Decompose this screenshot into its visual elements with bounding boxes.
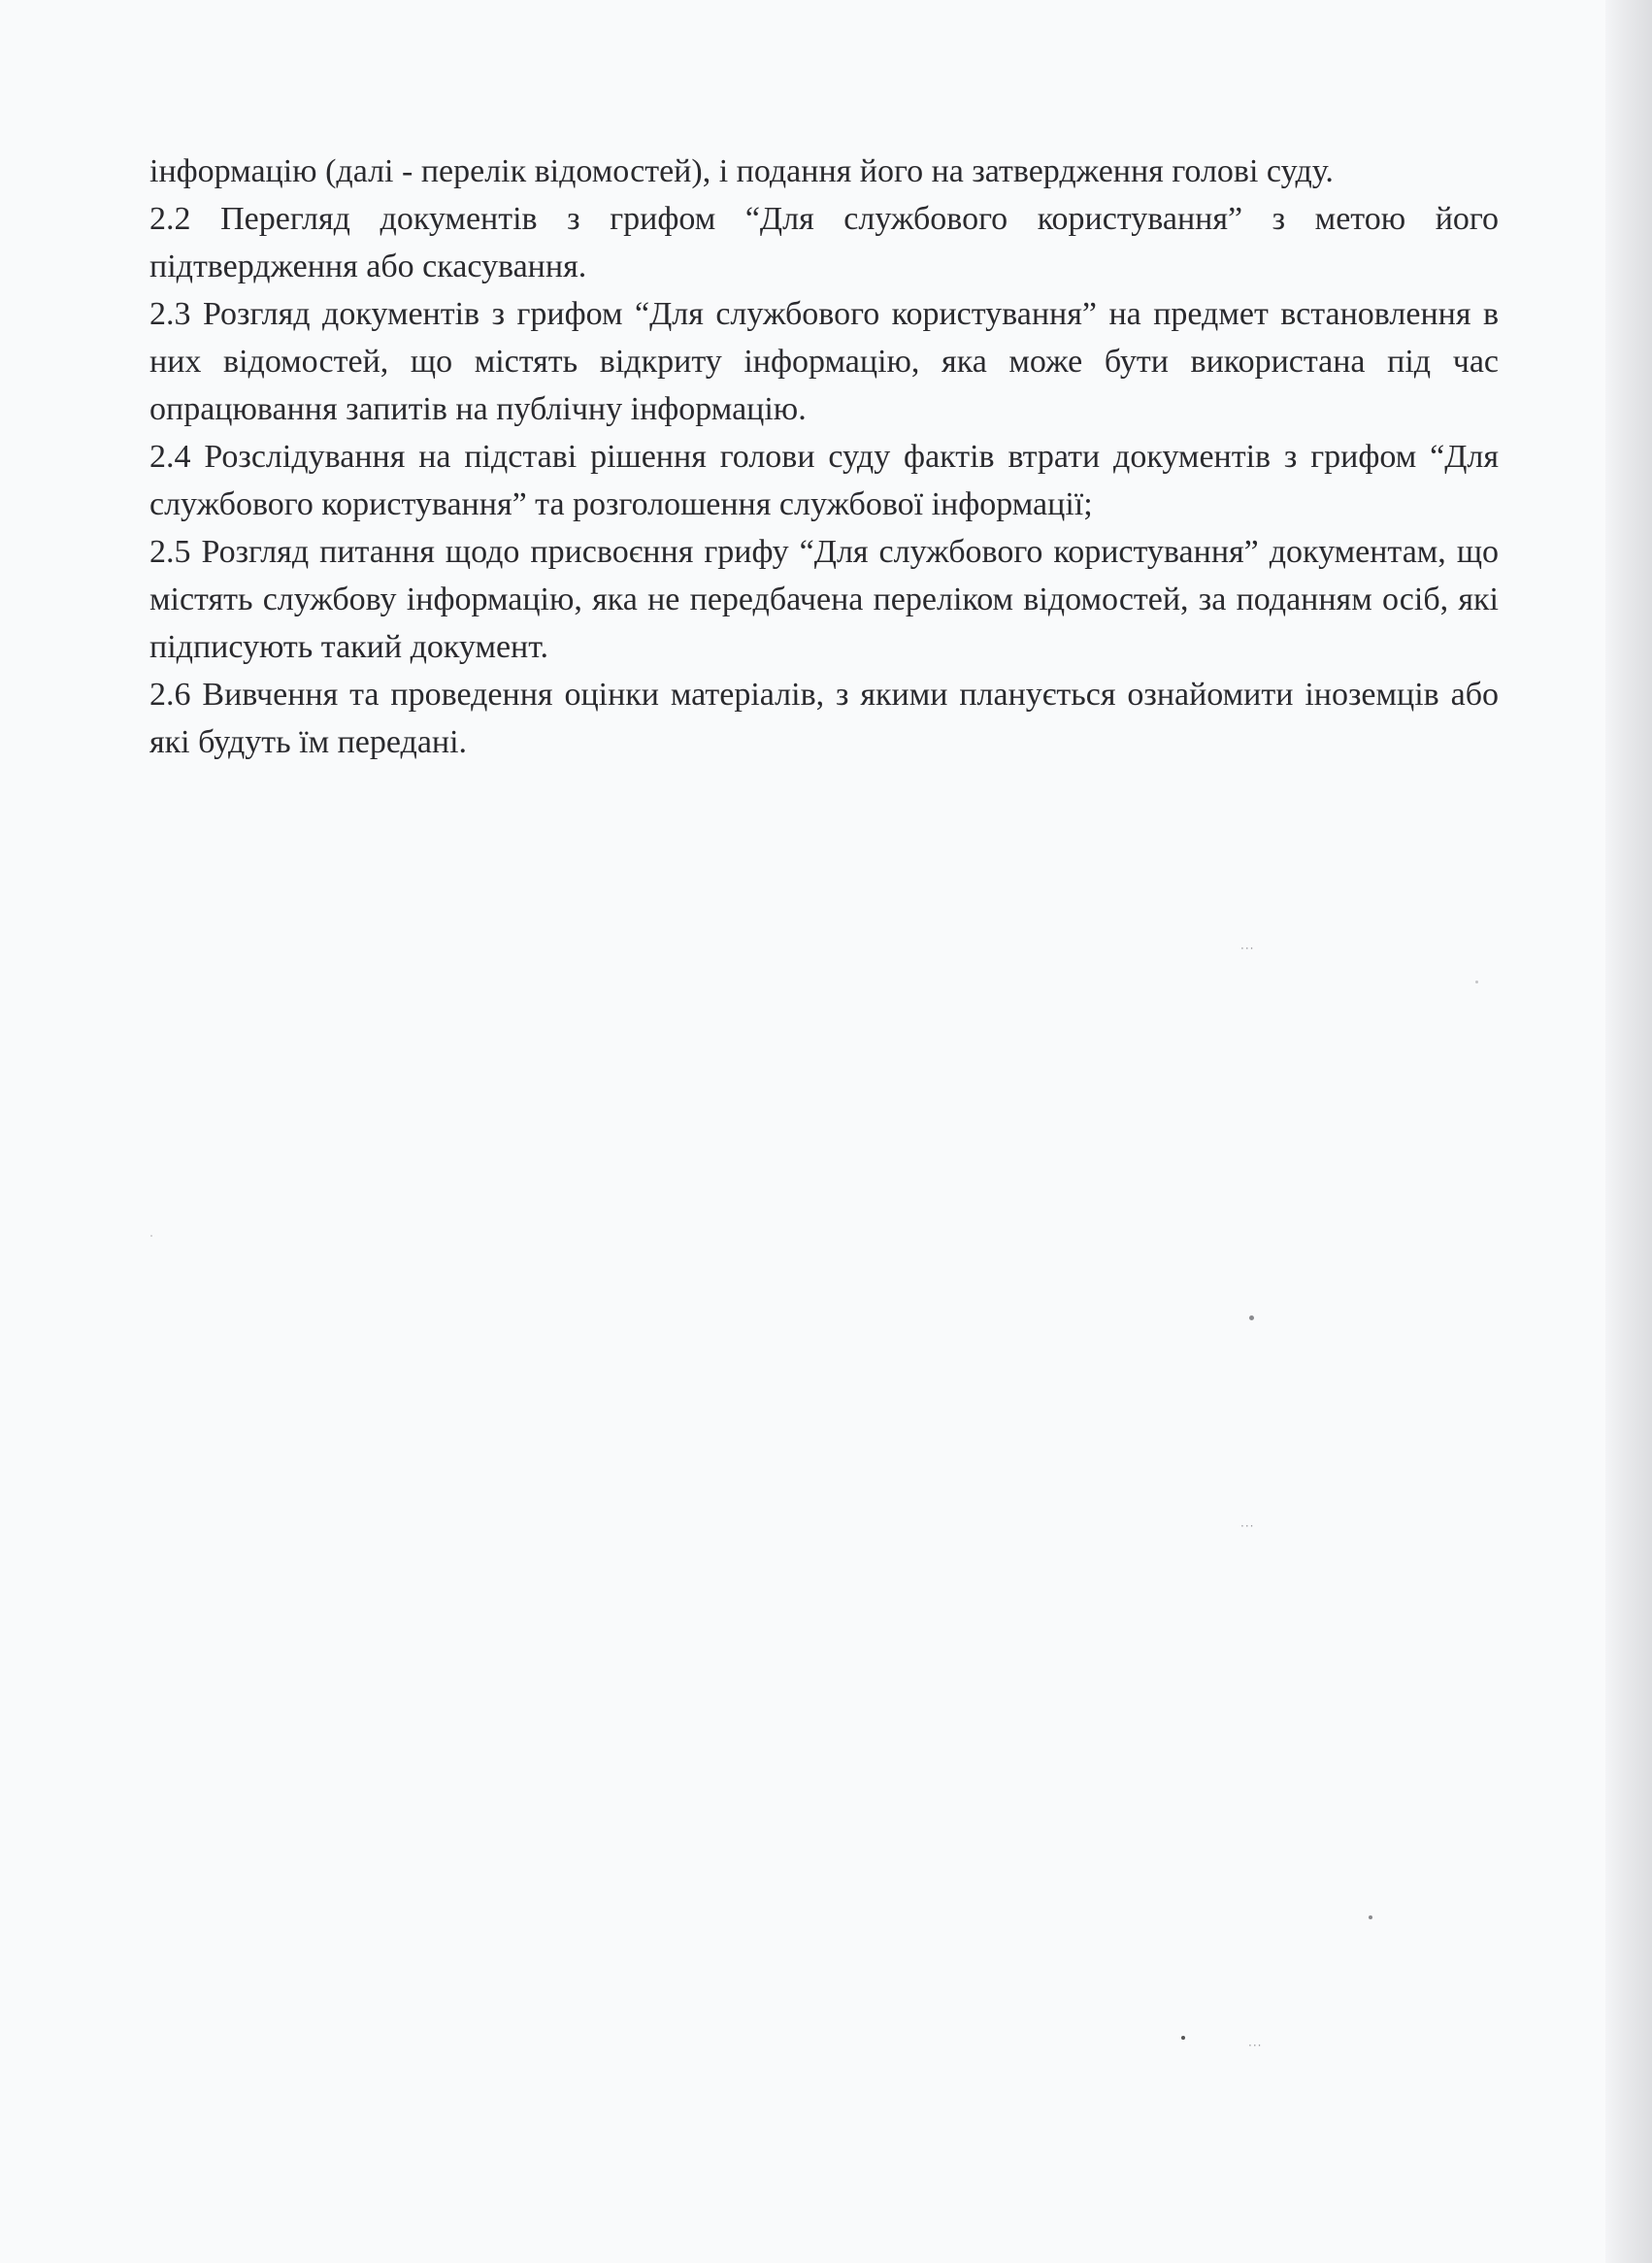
paragraph-2-6: 2.6 Вивчення та проведення оцінки матеріалів, з якими планується ознайомити іноземців або які будуть їм передані. bbox=[149, 677, 1499, 760]
scan-speck bbox=[1249, 1315, 1254, 1320]
scan-dots: ··· bbox=[1248, 2039, 1263, 2052]
scan-speck bbox=[1181, 2036, 1185, 2040]
paragraph-2-2: 2.2 Перегляд документів з грифом “Для службового користування” з метою його підтвердження або скасування. bbox=[149, 201, 1499, 284]
scan-speck bbox=[1475, 981, 1478, 983]
scan-dots: ··· bbox=[1240, 942, 1255, 955]
scan-edge-shadow bbox=[1605, 0, 1652, 2263]
scan-speck bbox=[1369, 1915, 1372, 1919]
document-body bbox=[149, 148, 1499, 766]
paragraph-continuation: інформацію (далі - перелік відомостей), і подання його на затвердження голові суду. bbox=[149, 153, 1334, 189]
paragraph-2-4: 2.4 Розслідування на підставі рішення голови суду фактів втрати документів з грифом “Для службового користування” та розголошення службової інформації; bbox=[149, 439, 1499, 522]
scan-dots: ··· bbox=[1240, 1519, 1255, 1533]
paragraph-2-5: 2.5 Розгляд питання щодо присвоєння грифу “Для службового користування” документам, що містять службову інформацію, яка не передбачена переліком відомостей, за поданням осіб, які підписують такий документ. bbox=[149, 534, 1499, 665]
scan-speck bbox=[150, 1235, 152, 1237]
paragraph-2-3: 2.3 Розгляд документів з грифом “Для службового користування” на предмет встановлення в них відомостей, що містять відкриту інформацію, яка може бути використана під час опрацювання запитів на публічну інформацію. bbox=[149, 296, 1499, 427]
